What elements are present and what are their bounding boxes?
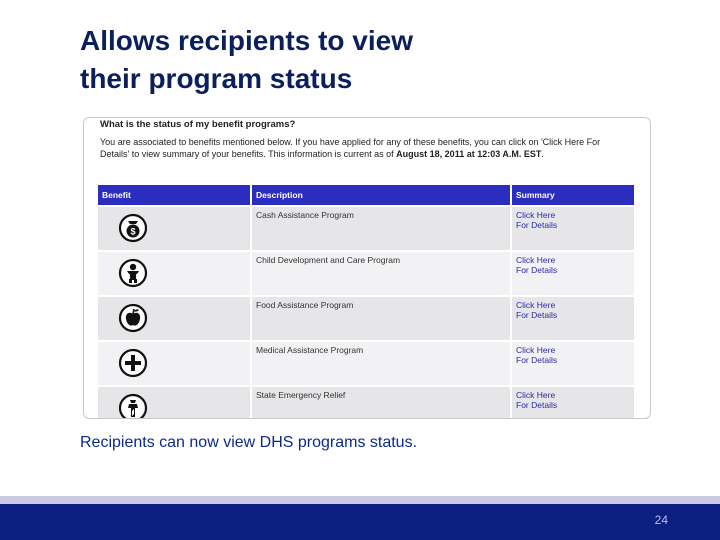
details-link[interactable] [511,251,634,296]
intro-date: August 18, 2011 at 12:03 A.M. EST [396,149,542,159]
details-link[interactable] [511,386,634,419]
column-header-benefit: Benefit [98,185,251,206]
benefits-table [98,185,634,419]
slide-number: 24 [654,513,668,527]
column-header-summary: Summary [511,185,634,206]
details-link-line1[interactable]: Click Here [516,390,556,400]
details-link[interactable] [511,296,634,341]
intro-text: You are associated to benefits mentioned below. If you have applied for any of these benefits, you can click on 'Click Here For Details' to view summary of your benefits. This information is current as of [100,137,601,159]
emergency-relief-icon [118,393,148,420]
details-link-line2[interactable]: For Details [516,310,558,320]
benefit-description: Child Development and Care Program [251,251,511,296]
table-row [98,386,634,419]
benefit-icon-cell [98,386,251,419]
slide-caption: Recipients can now view DHS programs status. [80,434,418,451]
benefit-icon-cell [98,341,251,386]
slide-title [80,22,640,98]
benefit-icon-cell [98,251,251,296]
details-link-line1[interactable]: Click Here [516,345,556,355]
benefit-description: Medical Assistance Program [251,341,511,386]
table-row [98,251,634,296]
table-header-row [98,185,634,206]
details-link-line2[interactable]: For Details [516,400,558,410]
details-link[interactable] [511,341,634,386]
footer-accent-strip [0,496,720,504]
table-row [98,206,634,251]
svg-text:$: $ [130,226,136,236]
column-header-description: Description [251,185,511,206]
child-care-icon [118,258,148,288]
slide-title-line2: their program status [80,63,353,94]
details-link-line1[interactable]: Click Here [516,300,556,310]
details-link-line2[interactable]: For Details [516,220,558,230]
table-row [98,296,634,341]
benefit-description: State Emergency Relief [251,386,511,419]
intro-end: . [541,149,544,159]
footer-bar [0,504,720,530]
cash-assistance-icon [118,213,148,243]
benefit-status-screenshot [83,117,651,419]
footer-bottom-bar [0,530,720,540]
benefit-description: Food Assistance Program [251,296,511,341]
details-link-line1[interactable]: Click Here [516,210,556,220]
benefit-status-intro [100,136,630,160]
benefit-icon-cell [98,296,251,341]
slide-title-line1: Allows recipients to view [80,25,413,56]
details-link-line1[interactable]: Click Here [516,255,556,265]
details-link[interactable] [511,206,634,251]
details-link-line2[interactable]: For Details [516,265,558,275]
medical-cross-icon [118,348,148,378]
benefit-description: Cash Assistance Program [251,206,511,251]
food-apple-icon [118,303,148,333]
table-row [98,341,634,386]
details-link-line2[interactable]: For Details [516,355,558,365]
benefit-status-heading: What is the status of my benefit programs? [100,119,296,130]
benefit-icon-cell [98,206,251,251]
